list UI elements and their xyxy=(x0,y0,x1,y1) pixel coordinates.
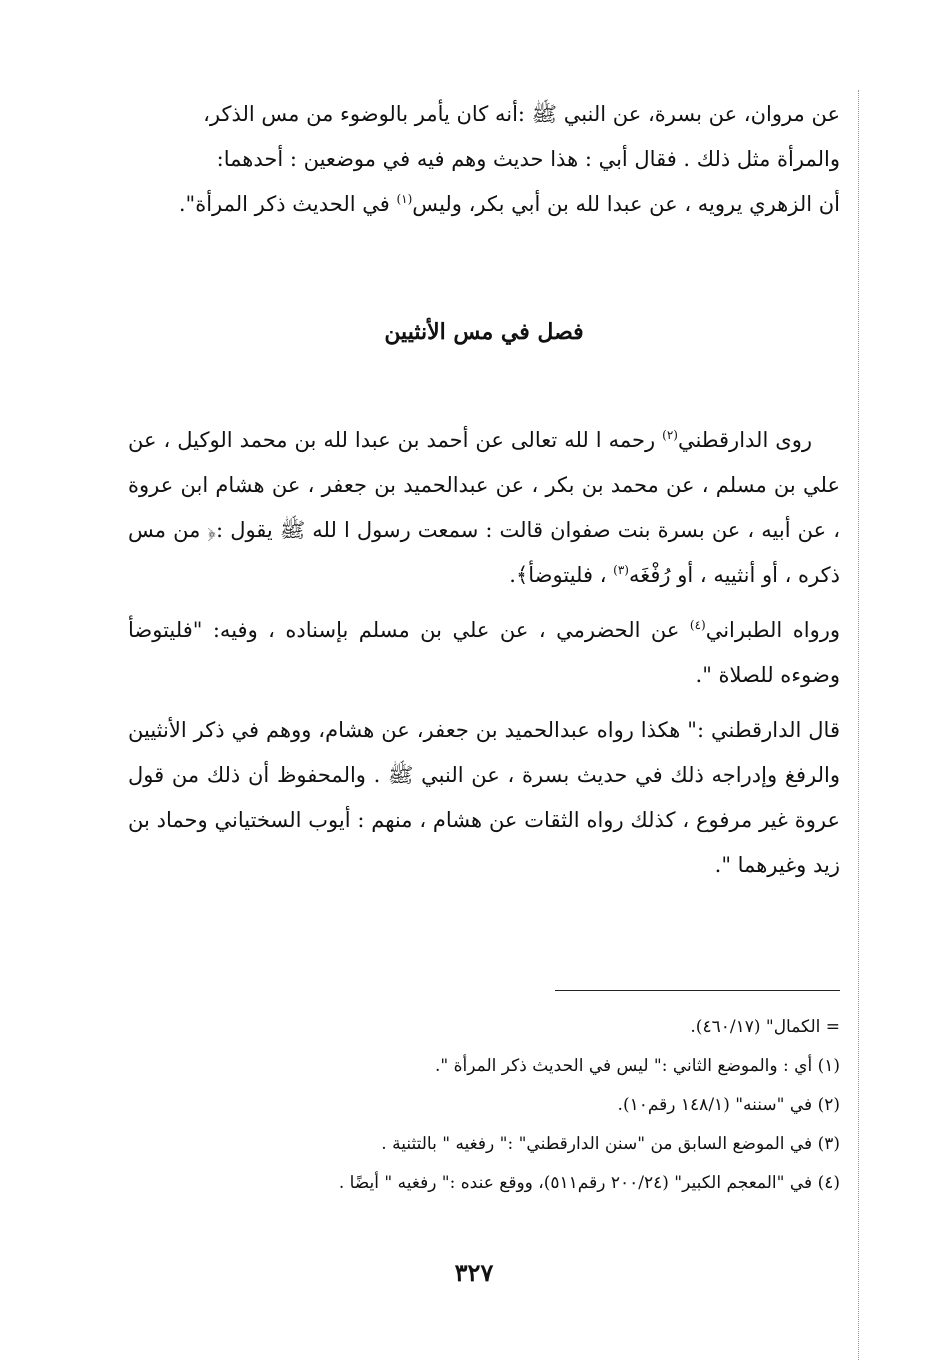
footnotes xyxy=(200,1008,840,1203)
margin-dotted-line xyxy=(858,90,859,1360)
text-span: في الحديث ذكر المرأة". xyxy=(178,192,397,216)
text-span: ورواه الطبراني xyxy=(705,618,840,642)
text-line: والمرأة مثل ذلك . فقال أبي : هذا حديث وهم فيه في موضعين : أحدهما: xyxy=(216,147,840,171)
paragraph: قال الدارقطني :" هكذا رواه عبدالحميد بن جعفر، عن هشام، ووهم في ذكر الأنثيين والرفغ وإدراجه ذلك في حديث بسرة ، عن النبي ﷺ . والمحفوظ أن ذلك من قول عروة غير مرفوع ، كذلك رواه الثقات عن هشام ، منهم : أيوب السختياني وحماد بن زيد وغيرهما ". xyxy=(128,718,840,877)
text-line: عن مروان، عن بسرة، عن النبي ﷺ :أنه كان يأمر بالوضوء من مس الذكر، xyxy=(203,102,840,126)
footnote-ref: (٤) xyxy=(689,618,706,632)
footnote: (٢) في "سننه" (١٤٨/١ رقم١٠). xyxy=(617,1095,840,1115)
footnote: = الكمال" (٤٦٠/١٧). xyxy=(690,1017,840,1037)
footnote-separator xyxy=(555,990,840,991)
continued-paragraph xyxy=(128,92,840,227)
text-span: أن الزهري يرويه ، عن عبدا لله بن أبي بكر، وليس xyxy=(412,192,840,216)
text-line xyxy=(128,182,840,227)
section-heading: فصل في مس الأنثيين xyxy=(384,319,584,345)
footnote: (٤) في "المعجم الكبير" (٢٠٠/٢٤ رقم٥١١)، ووقع عنده :" رفغيه " أيضًا . xyxy=(338,1173,840,1193)
footnote: (٣) في الموضع السابق من "سنن الدارقطني" :" رفغيه " بالتثنية . xyxy=(381,1134,840,1154)
page-number: ٣٢٧ xyxy=(454,1258,494,1287)
section-body xyxy=(128,418,840,898)
footnote-ref: (٣) xyxy=(613,563,629,577)
text-span: ، فليتوضأ﴾. xyxy=(509,563,614,587)
footnote-ref: (١) xyxy=(396,192,413,206)
footnote-ref: (٢) xyxy=(662,428,678,442)
text-span: روى الدارقطني xyxy=(677,428,812,452)
text-span: عن الحضرمي ، عن علي بن مسلم بإسناده ، وفيه: "فليتوضأ وضوءه للصلاة ". xyxy=(128,618,840,687)
text-span: رحمه ا لله تعالى عن أحمد بن عبدا لله بن محمد الوكيل ، عن علي بن مسلم ، عن محمد بن بكر ، عن عبدالحميد بن جعفر ، عن هشام ابن عروة ، عن أبيه ، عن بسرة بنت صفوان قالت : سمعت رسول ا لله ﷺ يقول :﴿ من مس ذكره ، أو أنثييه ، أو رُفْغَه xyxy=(128,428,840,587)
paragraph xyxy=(128,608,840,698)
paragraph xyxy=(128,418,840,598)
footnote: (١) أي : والموضع الثاني :" ليس في الحديث ذكر المرأة ". xyxy=(435,1056,840,1076)
